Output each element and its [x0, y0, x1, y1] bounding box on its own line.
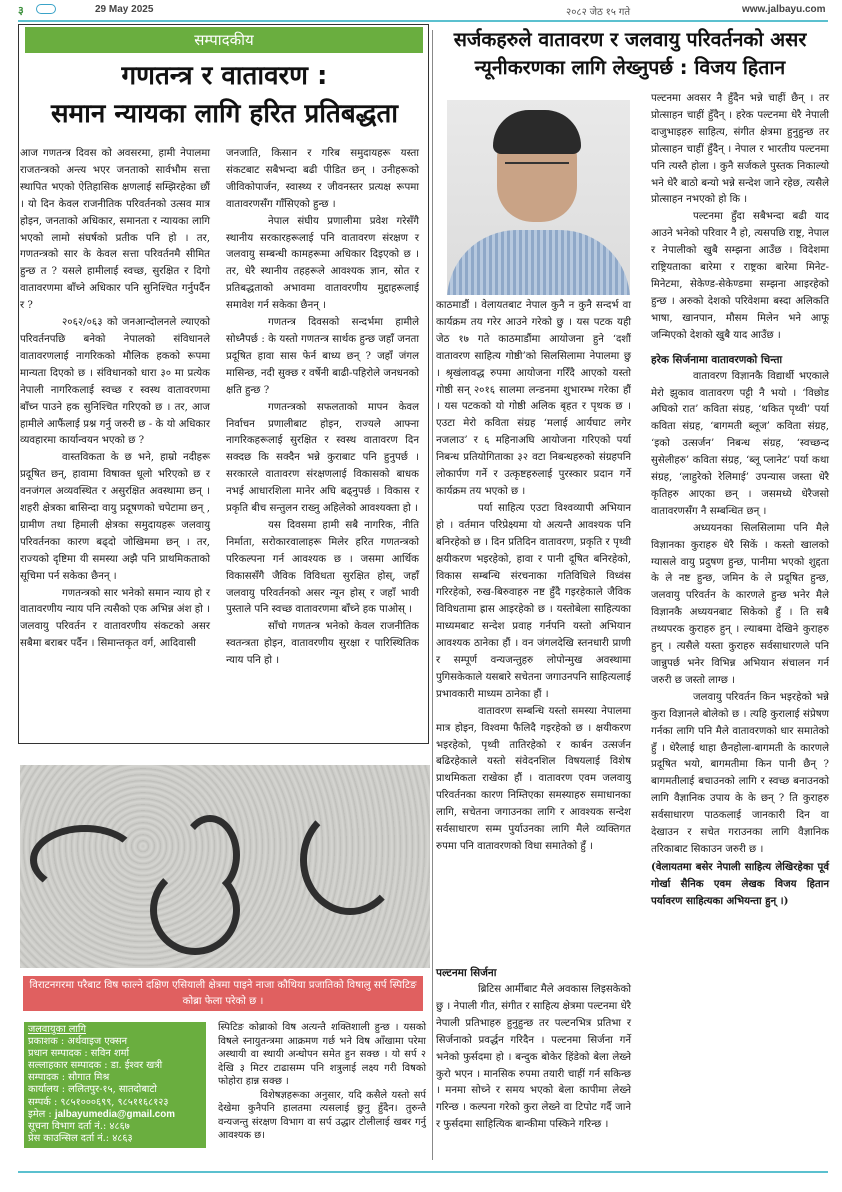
imprint-line: प्रधान सम्पादक : सविन शर्मा — [28, 1048, 130, 1060]
email-link[interactable]: jalbayumedia@gmail.com — [54, 1108, 175, 1120]
imprint-line: सल्लाहकार सम्पादक : डा. ईश्वर खत्री — [28, 1060, 163, 1072]
paragraph: विशेषज्ञहरूका अनुसार, यदि कसैले यस्तो सर्प देखेमा कुनैपनि हालतमा त्यसलाई छुनु हुँदैन। तुरुन्तै वन्यजन्तु संरक्षण विभाग वा सर्प उद्धार टोलीलाई खबर गर्नु आवश्यक छ। — [218, 1089, 426, 1141]
paragraph: पर्या साहित्य एउटा विश्वव्यापी अभियान हो । वर्तमान परिप्रेक्ष्यमा यो अत्यन्तै आवश्यक पनि बनिरहेको छ । दिन प्रतिदिन वातावरण, प्रकृति र पृथ्वी क्षयीकरण भइरहेको, हावा र पानी दूषित बनिरहेको, विकास सम्बन्धि संरचनाका गतिविधिले विध्वंस गरिरहेको, रुख-बिरुवाहरु नष्ट हुँदै गइरहेकाले जैविक विविधतामा ह्रास आइरहेको छ । यस्तोबेला साहित्यका माध्यमबाट सन्देश प्रवाह गर्नपनि यस्तो अभियान आवश्यक ठानेका हौं । वन जंगलदेखि स्तनधारी प्राणी र सम्पूर्ण वन्यजन्तुहरु लोपोन्मुख अवस्थामा पुगिसकेकाले यसबारे सचेतना जगाउनपनि साहित्यलाई प्रभावकारी माध्यम ठानेका हौं । — [436, 502, 631, 700]
spitting-cobra-photo — [20, 765, 430, 968]
portrait-hair — [493, 110, 581, 154]
imprint-reg-line: सूचना विभाग दर्ता नं.: ४८६७ — [28, 1120, 130, 1132]
paragraph: गणतन्त्रको सार भनेको समान न्याय हो र वातावरणीय न्याय पनि त्यसैको एक अभिन्न अंश हो । जलवायु परिवर्तन र वातावरणीय संकटको असर सबैमा बराबर पर्दैन । सिमान्तकृत वर्ग, आदिवासी — [20, 587, 210, 650]
portrait-glasses — [505, 162, 569, 172]
imprint-email-row — [28, 1109, 202, 1121]
editorial-column-2 — [226, 146, 419, 670]
paragraph: गणतन्त्र दिवसको सन्दर्भमा हामीले सोध्नैपर्छ : के यस्तो गणतन्त्र सार्थक हुन्छ जहाँ जनता प्रदूषित हावा सास फेर्न बाध्य छन् ? जहाँ जंगल मासिन्छ, नदी सुक्छ र वर्षेनी बाढी-पहिरोले जनधनको क्षति हुन्छ ? — [226, 317, 419, 396]
paragraph: यस दिवसमा हामी सबै नागरिक, नीति निर्माता, सरोकारवालाहरू मिलेर हरित गणतन्त्रको परिकल्पना गर्न आवश्यक छ । जसमा आर्थिक विकाससँगै जैविक विविधता सुरक्षित होस्, जहाँ जलवायु परिवर्तनको असर न्यून होस् र जहाँ भावी पुस्ताले पनि स्वच्छ वातावरणमा बाँच्ने हक पाओस् । — [226, 519, 419, 616]
snake-shape — [30, 825, 140, 895]
paragraph: पल्टनमा अवसर नै हुँदैन भन्ने चाहीं छैन् । तर प्रोत्साहन चाहीं हुँदैन् । हरेक पल्टनमा धेरै नेपाली दाजुभाइहरु साहित्य, संगीत क्षेत्रमा हुनुहुन्छ तर प्रोत्साहन चाहीं हुँदैन् । नेपाल र भारतीय पल्टनमा पनि त्यस्तै होला । कुनै सर्जकले पुस्तक निकाल्यो भने धेरै बाठो बन्यो भन्ने सन्देश जाने रहेछ, त्यसैले प्रोत्साहन नभएको हो कि । — [651, 93, 829, 206]
footer-divider — [18, 1171, 828, 1173]
column-divider — [432, 30, 433, 1160]
paragraph: वातावरण विज्ञानकै विद्यार्थी भएकाले मेरो झुकाव वातावरण पट्टी नै भयो । ‘विछोड अघिको रात’ कविता संग्रह, ‘थकित पृथ्वी’ पर्या कविता संग्रह, ‘बागमती ब्लूज’ कविता संग्रह, ‘इको उत्सर्जन’ निबन्ध संग्रह, ‘स्वच्छन्द सुसेलीहरु’ कविता संग्रह, ‘ब्लू प्लानेट’ पर्या कथा संग्रह, ‘लाहुरेको रेलिमाई’ उपन्यास जस्ता धेरै कृतिहरु आएका छन् । जसमध्ये धेरैजसो वातावरणसँग नै सम्बन्धित छन् । — [651, 370, 829, 517]
portrait-shirt — [447, 230, 630, 295]
page-number: ३ — [18, 5, 24, 17]
paragraph: ब्रिटिस आर्मीबाट मैले अवकास लिइसकेको छु । नेपाली गीत, संगीत र साहित्य क्षेत्रमा पल्टनमा धेरै नेपाली प्रतिभाहरु हुनुहुन्छ तर पल्टनभित्र प्रतिभा र सिर्जनाको प्रवर्द्धन गरिदैन । पल्टनमा सिर्जना गर्ने भनेको फुर्सदमा हो । बन्दुक बोकेर हिंडेको बेला लेख्ने कुरो भएन । मानसिक रुपमा तयारी चाहीं गर्न सकिन्छ । मनमा सोच्ने र समय भएको बेला कापीमा लेख्ने गरिन्छ । कल्पना गरेको कुरा लेख्ने वा टिपोट गर्दै जाने र फुर्सदमा साहित्यिक बान्कीमा पस्किने गरिन्छ । — [436, 984, 631, 1131]
closing-note: (वेलायतमा बसेर नेपाली साहित्य लेखिरहेका पूर्व गोर्खा सैनिक एवम लेखक विजय हितान पर्यावरण साहित्यका अभियन्ता हुन् ।) — [651, 860, 829, 907]
paragraph: काठमाडौं । वेलायतबाट नेपाल कुनै न कुनै सन्दर्भ वा कार्यक्रम तय गरेर आउने गरेको छु । यस पटक यही जेठ १७ गते काठमाडौंमा आयोजना हुने ‘दशौं वातावरण साहित्य गोष्ठी’को सिलसिलामा नेपालमा छु । श्रृखंलावद्ध रुपमा आयोजना गरिँदै आएको यस्तो गोष्ठी सन् २०१६ सालमा लन्डनमा शुभारम्भ गरेका हौं । यस पटकको यो गोष्ठी अलिक बृहत र पृथक छ । एउटा मेरो कविता संग्रह ‘मलाई आर्यघाट लगेर नजलाउ’ र ६ महिनाअघि आयोजना गरिएको पर्या निबन्ध प्रतियोगिताका ३२ वटा निबन्धहरुको संग्रहपनि लोकार्पण गर्ने र उत्कृष्टहरुलाई पुरस्कार प्रदान गर्ने कार्यक्रम तय भएको छ । — [436, 300, 631, 497]
editorial-title-line1: गणतन्त्र र वातावरण : — [121, 61, 328, 91]
paragraph: पल्टनमा हुँदा सबैभन्दा बढी याद आउने भनेको परिवार नै हो, त्यसपछि राष्ट्र, नेपाल र नेपालीको खुबै सम्झना आउँछ । विदेशमा राष्ट्रियताका बारेमा र राष्ट्रका बारेमा मिनेट-मिनेटमा, सेकेण्ड-सेकेण्डमा सम्झना आइरहेको हुन्छ । अरुको देशको परिवेशमा बस्दा अलिकति भाषा, खानपान, मौसम मिलेन भने आफू जन्मिएको देशको खुबै याद आउँछ । — [651, 211, 829, 341]
date-nepali: २०८२ जेठ १५ गते — [566, 7, 631, 18]
imprint-line: सम्पर्क : ९८५१०००६९९, ९८५११६८१२३ — [28, 1096, 169, 1108]
date-english: 29 May 2025 — [95, 4, 154, 15]
imprint-box — [24, 1022, 206, 1148]
snake-shape — [300, 805, 400, 915]
interview-column-1 — [436, 298, 631, 856]
interview-column-1-lower — [436, 964, 631, 1134]
paragraph: वास्तविकता के छ भने, हाम्रो नदीहरू प्रदूषित छन्, हावामा विषाक्त धूलो भरिएको छ र वनजंगल अव्यवस्थित र असुरक्षित अवस्थामा छन् । शहरी क्षेत्रका बासिन्दा वायु प्रदूषणको चपेटामा छन् , ग्रामीण तथा हिमाली क्षेत्रका समुदायहरू जलवायु परिवर्तनका कारण बढ्दो जोखिममा छन् । तर, राज्यको दृष्टिमा यी समस्या अझै पनि प्राथमिकताको सूचिमा पर्न सकेका छैनन् । — [20, 452, 210, 582]
snake-shape — [180, 815, 240, 895]
interview-column-2 — [651, 91, 829, 910]
imprint-line: प्रकाशक : अर्थवाइज एक्सन — [28, 1036, 128, 1048]
snake-story-body — [218, 1021, 426, 1143]
paragraph: स्पिटिङ कोब्राको विष अत्यन्तै शक्तिशाली हुन्छ । यसको विषले स्नायुतन्त्रमा आक्रमण गर्छ भने विष आँखामा परेमा अस्थायी वा स्थायी अन्धोपन समेत हुन सक्छ । यो सर्प २ देखि ३ मिटर टाढासम्म पनि शत्रुलाई लक्ष्य गरी विषको फोहोरा हान्न सक्छ । — [218, 1022, 426, 1087]
editorial-column-1 — [20, 146, 210, 653]
imprint-reg-line: प्रेस काउन्सिल दर्ता नं.: ४८६३ — [28, 1132, 133, 1144]
interview-title-line1: सर्जकहरुले वातावरण र जलवायु परिवर्तनको असर — [453, 28, 807, 51]
paragraph: वातावरण सम्बन्धि यस्तो समस्या नेपालमा मात्र होइन, विश्वमा फैलिदै गइरहेको छ । क्षयीकरण भइरहेको, पृथ्वी तातिरहेको र कार्बन उत्सर्जन बढिरहेकाले यस्तो संवेदनशिल विषयलाई विशेष प्राथमिकता राखेका हौं । वातावरण एवम जलवायु परिवर्तनका कारण निम्तिएका समस्याहरु समाधानका लागि, सचेतना जगाउनका लागि र आवश्यक सन्देश सर्वसाधारण सम्म पुर्याउनका लागि मैले व्यक्तिगत रुपमा पनि वातावरणको विधा समातेको हुँ । — [436, 705, 631, 852]
header-divider — [18, 20, 828, 22]
editorial-section-label: सम्पादकीय — [25, 27, 423, 53]
subheading-environment: हरेक सिर्जनामा वातावरणको चिन्ता — [651, 353, 783, 366]
interview-title-line2: न्यूनीकरणका लागि लेख्नुपर्छ : विजय हितान — [474, 56, 786, 79]
paragraph: साँचो गणतन्त्र भनेको केवल राजनीतिक स्वतन्त्रता होइन, वातावरणीय सुरक्षा र पारिस्थितिक न्याय पनि हो । — [226, 621, 419, 667]
paragraph: २०६२/०६३ को जनआन्दोलनले ल्याएको परिवर्तनपछि बनेको नेपालको संविधानले वातावरणलाई नागरिकको मौलिक हकको रूपमा मान्यता दिएको छ । संविधानको धारा ३० मा प्रत्येक नेपाली नागरिकलाई स्वच्छ र स्वस्थ वातावरणमा बाँच्न पाउने हक सुनिश्चित गरिएको छ । तर, आज हामीले आफैंलाई प्रश्न गर्नु जरुरी छ - के यो अधिकार व्यवहारमा कार्यान्वयन भएको छ ? — [20, 317, 210, 447]
imprint-line: सम्पादक : सौगात मिश्र — [28, 1072, 110, 1084]
imprint-heading: जलवायुका लागि — [28, 1024, 86, 1035]
paragraph: जनजाति, किसान र गरिब समुदायहरू यस्ता संकटबाट सबैभन्दा बढी पीडित छन् । उनीहरूको जीविकोपार्जन, स्वास्थ्य र जीवनस्तर प्रत्यक्ष रूपमा वातावरणसँग गाँसिएको हुन्छ । — [226, 148, 419, 210]
paragraph: अध्ययनका सिलसिलामा पनि मैले विज्ञानका कुराहरु धेरै सिकें । कस्तो खालको ग्यासले वायु प्रदुषण हुन्छ, पानीमा भएको शुद्दता के ले नष्ट हुन्छ, जमिन के ले प्रदूषित हुन्छ, जलवायु परिवर्तन के कारणले हुन्छ भनेर मैले विज्ञानकै अध्ययनबाट सिकेको हुँ । ति सबै तथ्यपरक कुराहरु हुन् । ल्याबमा देखिने कुराहरु हुन् । त्यसैले यस्ता कुराहरु सर्वसाधारणले पनि जान्नुपर्छ भनेर विभिन्न अभियान संचालन गर्न जरुरी छ जस्तो लाग्छ । — [651, 522, 829, 686]
editorial-title-line2: समान न्यायका लागि हरित प्रतिबद्धता — [50, 99, 398, 129]
website-link[interactable]: www.jalbayu.com — [742, 4, 826, 15]
email-label: इमेल : — [28, 1108, 52, 1120]
bijay-hitan-portrait — [447, 100, 630, 295]
paragraph: नेपाल संघीय प्रणालीमा प्रवेश गरेसँगै स्थानीय सरकारहरूलाई पनि वातावरण संरक्षण र जलवायु सम्बन्धी कामहरूमा अधिकार दिइएको छ । तर, धेरै स्थानीय तहहरूले आवश्यक ज्ञान, स्रोत र प्रतिबद्धताको अभावमा वातावरणीय मुद्दाहरूलाई समावेश गर्न सकेका छैनन् । — [226, 215, 419, 312]
photo-caption: विराटनगरमा परैबाट विष फाल्ने दक्षिण एसियाली क्षेत्रमा पाइने नाजा कौथिया प्रजातिको विषालु सर्प स्पिटिङ कोब्रा फेला परेको छ । — [23, 976, 423, 1011]
paragraph: जलवायु परिवर्तन किन भइरहेको भन्ने कुरा विज्ञानले बोलेको छ । त्यहि कुरालाई संप्रेषण गर्नका लागि पनि मैले वातावरणको धार समातेको हुँ । धेरैलाई थाहा छैनहोला-बागमती के कारणले प्रदूषित भयो, बागमतीमा किन पानी छैन् ? बागमतीलाई बचाउनको लागि र स्वच्छ बनाउनको लागि वैज्ञानिक उपाय के के छन् ? ति कुराहरु सर्वसाधारण पाठकलाई जानकारी दिन वा देखाउन र सचेत गराउनका लागि वैज्ञानिक तरिकाबाट सिकाउन जरुरी छ । — [651, 691, 829, 855]
paragraph: आज गणतन्त्र दिवस को अवसरमा, हामी नेपालमा राजतन्त्रको अन्त्य भएर जनताको सार्वभौम सत्ता स्थापित भएको ऐतिहासिक क्षणलाई सम्झिरहेका छौं । यो दिन केवल राजनीतिक परिवर्तनको उत्सव मात्र होइन, जनताको अधिकार, समानता र न्यायका लागि भएको लामो संघर्षको प्रतीक पनि हो । तर, गणतन्त्रको सार के केवल सत्ता परिवर्तनमै सीमित हुन्छ त ? यसले हामीलाई स्वच्छ, सुरक्षित र दिगो वातावरणमा बाँच्ने अधिकार पनि सुनिश्चित गर्नुपर्दैन र ? — [20, 148, 210, 312]
interview-headline — [432, 26, 828, 82]
subheading-paltan: पल्टनमा सिर्जना — [436, 967, 497, 979]
jalbayu-logo-icon — [36, 4, 56, 14]
paragraph: गणतन्त्रको सफलताको मापन केवल निर्वाचन प्रणालीबाट होइन, राज्यले आफ्ना नागरिकहरूलाई सुरक्षित र स्वस्थ वातावरण दिन सक्दछ कि सक्दैन भन्ने कुराबाट पनि हुनुपर्छ । सरकारले वातावरण संरक्षणलाई विकासको बाधक नभई आधारशिला मानेर अघि बढ्नुपर्छ । विकास र प्रकृति बीच सन्तुलन राख्नु अहिलेको आवश्यक्ता हो । — [226, 401, 419, 515]
imprint-line: कार्यालय : ललितपुर-१५, सातदोबाटो — [28, 1084, 157, 1096]
page-header — [0, 0, 842, 20]
